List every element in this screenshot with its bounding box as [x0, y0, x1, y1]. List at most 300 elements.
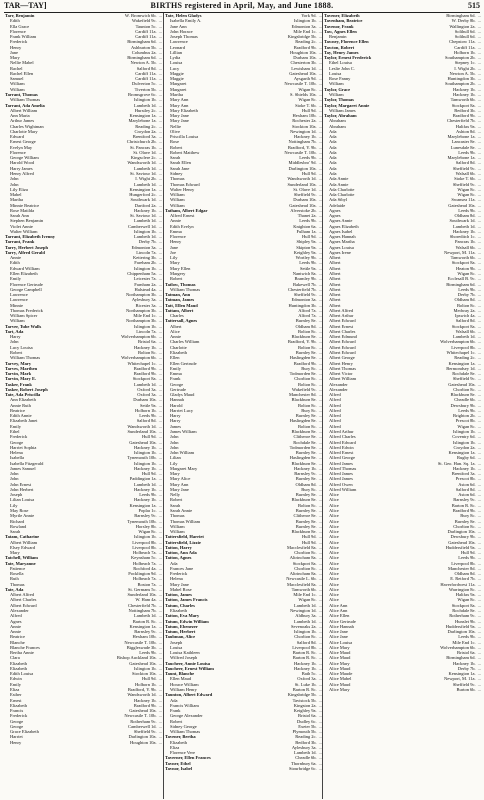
- entry-district: Islington: [133, 460, 150, 466]
- entry-name: Taubman, Alice: [165, 634, 196, 640]
- entry-volume: 8b.: [311, 644, 317, 650]
- entry-district: Rochester: [292, 118, 311, 124]
- entry-volume: 8d.: [470, 128, 476, 134]
- entry-district: Chorlton: [294, 565, 311, 571]
- entry-volume: 1d.: [151, 213, 157, 219]
- entry-volume: 6a.: [151, 339, 157, 345]
- entry-name: Tarrant, Ada Amelia: [5, 102, 45, 108]
- entry-volume: 7b.: [151, 239, 157, 245]
- entry-district: Alford: [298, 307, 311, 313]
- entry-name: Clara: [10, 655, 20, 661]
- entry-name: Rose Fanny: [329, 76, 351, 82]
- entry-volume: 9a.: [311, 239, 317, 245]
- entry-page: ...: [477, 123, 481, 129]
- entry-district: Kettering: [133, 255, 150, 261]
- entry-district: Hull: [301, 539, 310, 545]
- entry-name: Henry: [10, 739, 22, 745]
- entry-district: Prescot: [455, 418, 469, 424]
- entry-district: Todmorden: [289, 371, 311, 377]
- entry-volume: 5b.: [311, 729, 317, 735]
- entry-volume: 9d.: [311, 234, 317, 240]
- entry-district: Exeter: [298, 723, 310, 729]
- entry-name: Lydia: [170, 55, 181, 61]
- entry-district: Bicester: [135, 302, 151, 308]
- entry-volume: 4a.: [151, 286, 157, 292]
- entry-district: Bolton: [297, 502, 311, 508]
- entry-page: ...: [318, 102, 322, 108]
- entry-name: Alice Ann: [329, 602, 348, 608]
- entry-volume: 2a.: [311, 118, 317, 124]
- entry-district: Hull: [301, 534, 310, 540]
- entry-volume: 7b.: [151, 608, 157, 614]
- entry-district: Holborn: [135, 681, 150, 687]
- entry-district: Derby: [457, 292, 469, 298]
- entry-district: Hull: [301, 170, 310, 176]
- entry-district: Dewsbury: [450, 402, 469, 408]
- entry-name: George Campbell: [10, 286, 42, 292]
- entry-volume: 1d.: [151, 423, 157, 429]
- entry-volume: 9c.: [470, 681, 476, 687]
- entry-district: Solihull: [454, 34, 469, 40]
- entry-name: Benjamin: [329, 34, 347, 40]
- entry-district: Blackburn: [450, 392, 470, 398]
- entry-name: Ann Maria: [10, 113, 30, 119]
- entry-volume: 1a.: [470, 460, 476, 466]
- entry-volume: 10a.: [149, 428, 157, 434]
- entry-page: ...: [318, 629, 322, 635]
- entry-district: Todmorden: [289, 444, 311, 450]
- entry-name: Frederick: [10, 713, 28, 719]
- entry-page: ...: [158, 434, 162, 440]
- entry-district: Holborn: [454, 49, 469, 55]
- page-number: 515: [468, 1, 480, 10]
- entry-page: ...: [318, 192, 322, 198]
- entry-name: Sarah Ellen: [170, 160, 191, 166]
- entry-name: Alfred Thomas: [329, 465, 357, 471]
- entry-volume: 5c.: [151, 81, 157, 87]
- entry-volume: 8e.: [311, 397, 317, 403]
- entry-district: Chorlton: [453, 523, 470, 529]
- entry-district: Cardiff: [135, 70, 149, 76]
- entry-page: ...: [477, 81, 481, 87]
- entry-page: ...: [158, 618, 162, 624]
- entry-page: ...: [318, 281, 322, 287]
- entry-district: Bury: [460, 513, 470, 519]
- entry-name: Albert Victor: [329, 371, 353, 377]
- entry-name: Albert William: [329, 376, 357, 382]
- entry-volume: 2a.: [151, 49, 157, 55]
- entry-page: ...: [477, 234, 481, 240]
- entry-volume: 8c.: [470, 502, 476, 508]
- entry-name: Tavnor, Isabel: [165, 765, 193, 771]
- entry-district: Rotherham: [449, 613, 470, 619]
- entry-district: Oxford: [137, 392, 151, 398]
- entry-district: Halstead: [134, 286, 151, 292]
- entry-district: Ashburton: [131, 44, 150, 50]
- entry-district: Bedford: [295, 739, 310, 745]
- entry-page: ...: [318, 318, 322, 324]
- entry-district: Newcastle L.: [286, 576, 310, 582]
- entry-page: ...: [477, 529, 481, 535]
- entry-volume: 5b.: [151, 60, 157, 66]
- entry-volume: 3a.: [151, 386, 157, 392]
- entry-volume: 8a.: [311, 555, 317, 561]
- entry-district: Hackney: [134, 497, 150, 503]
- entry-district: Edmonton: [291, 23, 311, 29]
- entry-page: ...: [318, 49, 322, 55]
- entry-name: William: [170, 192, 185, 198]
- entry-district: Cheadle: [454, 397, 469, 403]
- entry-volume: 8c.: [311, 565, 317, 571]
- entry-page: ...: [318, 476, 322, 482]
- entry-name: Ada: [329, 128, 337, 134]
- entry-district: Marylebone: [447, 134, 470, 140]
- entry-district: Northampton: [126, 318, 150, 324]
- entry-name: Henry: [10, 44, 22, 50]
- entry-district: Sheffield: [133, 729, 151, 735]
- entry-volume: 1a.: [470, 155, 476, 161]
- entry-district: Reading: [135, 123, 151, 129]
- entry-page: ...: [318, 339, 322, 345]
- entry-page: ...: [318, 276, 322, 282]
- entry-volume: 8c.: [311, 376, 317, 382]
- entry-page: ...: [158, 70, 162, 76]
- entry-name: Taylor, Abraham: [324, 113, 357, 119]
- entry-page: ...: [318, 708, 322, 714]
- entry-district: Whitechapel: [127, 360, 151, 366]
- entry-name: Thomas William: [170, 518, 201, 524]
- entry-name: Tatum, Herbert: [165, 629, 196, 635]
- entry-district: Barton R.: [292, 650, 311, 656]
- entry-name: John Ernest: [10, 481, 32, 487]
- entry-district: Lambeth: [134, 381, 150, 387]
- entry-volume: 1a.: [151, 623, 157, 629]
- entry-page: ...: [477, 34, 481, 40]
- entry-page: ...: [158, 186, 162, 192]
- entry-district: St. Germans: [128, 586, 151, 592]
- entry-volume: 8c.: [311, 86, 317, 92]
- entry-name: Tattersfield, Harriet: [165, 534, 204, 540]
- entry-page: ...: [318, 134, 322, 140]
- entry-page: ...: [158, 381, 162, 387]
- entry-district: E. Retford: [450, 576, 469, 582]
- entry-name: Alfred: [329, 392, 341, 398]
- entry-name: Alice Louisa: [329, 639, 353, 645]
- entry-name: Wilfred Joseph: [170, 655, 198, 661]
- entry-name: Ada Sibyl: [329, 197, 348, 203]
- entry-volume: 6d.: [151, 55, 157, 61]
- entry-volume: 8a.: [470, 602, 476, 608]
- entry-page: ...: [158, 597, 162, 603]
- entry-page: ...: [318, 560, 322, 566]
- entry-volume: 1b.: [151, 207, 157, 213]
- entry-volume: 2c.: [151, 123, 157, 129]
- entry-page: ...: [158, 97, 162, 103]
- entry-district: Hexham: [132, 634, 148, 640]
- entry-volume: 3a.: [311, 676, 317, 682]
- entry-page: ...: [158, 181, 162, 187]
- index-entry: [4, 740, 162, 745]
- entry-district: Oldham: [295, 323, 310, 329]
- entry-page: ...: [318, 55, 322, 61]
- entry-page: ...: [477, 571, 481, 577]
- entry-district: Gateshead: [448, 539, 467, 545]
- entry-page: ...: [477, 249, 481, 255]
- entry-district: Huddersfield: [445, 623, 470, 629]
- entry-district: Boston: [137, 581, 151, 587]
- entry-page: ...: [158, 165, 162, 171]
- entry-volume: 5c.: [151, 555, 157, 561]
- entry-volume: 6d.: [470, 13, 476, 18]
- entry-volume: 1d.: [151, 197, 157, 203]
- entry-volume: 8e.: [311, 507, 317, 513]
- entry-volume: 9a.: [470, 123, 476, 129]
- entry-volume: 8c.: [311, 634, 317, 640]
- entry-district: Bolton: [297, 344, 311, 350]
- entry-volume: 8d.: [470, 565, 476, 571]
- entry-district: Clitheroe: [293, 513, 311, 519]
- entry-district: Bolton: [297, 402, 311, 408]
- entry-page: ...: [477, 365, 481, 371]
- entry-page: ...: [318, 718, 322, 724]
- entry-page: ...: [318, 750, 322, 756]
- entry-name: Harriet Sophia: [10, 444, 37, 450]
- entry-district: Salford: [455, 160, 469, 166]
- entry-district: Mile End: [133, 313, 151, 319]
- entry-page: ...: [318, 665, 322, 671]
- entry-page: ...: [477, 565, 481, 571]
- entry-volume: 1a.: [470, 134, 476, 140]
- entry-page: ...: [158, 139, 162, 145]
- entry-volume: 2a.: [151, 202, 157, 208]
- entry-name: Alfred James: [329, 460, 353, 466]
- entry-volume: 8b.: [470, 344, 476, 350]
- entry-name: Alfred James: [329, 476, 353, 482]
- entry-district: Durham: [293, 197, 308, 203]
- entry-volume: 10a.: [149, 439, 157, 445]
- entry-district: Thornbury: [291, 760, 311, 766]
- entry-district: Kingsbridge: [287, 34, 310, 40]
- entry-page: ...: [158, 644, 162, 650]
- entry-name: John: [170, 434, 179, 440]
- entry-page: ...: [318, 39, 322, 45]
- entry-page: ...: [158, 60, 162, 66]
- entry-page: ...: [318, 371, 322, 377]
- entry-name: Edith Louisa: [10, 671, 34, 677]
- entry-name: Thomas Frederick: [10, 307, 43, 313]
- entry-district: Durham: [293, 55, 308, 61]
- entry-page: ...: [158, 634, 162, 640]
- entry-name: Henry Alfred: [10, 170, 34, 176]
- entry-district: Prescot: [455, 476, 469, 482]
- entry-volume: 8e.: [470, 518, 476, 524]
- entry-name: Blanche: [10, 639, 25, 645]
- entry-name: Gertrude: [170, 386, 186, 392]
- entry-page: ...: [318, 660, 322, 666]
- entry-page: ...: [158, 55, 162, 61]
- entry-page: ...: [477, 428, 481, 434]
- entry-district: Lewisham: [291, 65, 310, 71]
- entry-page: ...: [318, 302, 322, 308]
- entry-name: Alice Maud: [329, 655, 351, 661]
- entry-volume: 10a.: [149, 734, 157, 740]
- entry-page: ...: [318, 249, 322, 255]
- entry-name: Albert Edmund: [329, 334, 357, 340]
- entry-page: ...: [318, 297, 322, 303]
- entry-district: Houghton: [130, 739, 148, 745]
- entry-name: Emily: [10, 681, 21, 687]
- entry-page: ...: [477, 39, 481, 45]
- entry-page: ...: [477, 418, 481, 424]
- entry-name: Alice: [329, 565, 339, 571]
- entry-volume: 1b.: [470, 439, 476, 445]
- entry-volume: 6b.: [470, 687, 476, 692]
- entry-page: ...: [158, 687, 162, 692]
- entry-volume: 10b.: [308, 149, 317, 155]
- entry-name: Lily: [170, 255, 178, 261]
- entry-district: Birmingham: [446, 13, 469, 18]
- entry-district: Aysgarth: [293, 76, 310, 82]
- entry-district: Chesterfield: [288, 286, 310, 292]
- entry-volume: 5c.: [151, 586, 157, 592]
- entry-volume: 9b.: [470, 286, 476, 292]
- entry-page: ...: [158, 355, 162, 361]
- entry-name: Violet Annie: [10, 223, 33, 229]
- entry-volume: 1a.: [470, 671, 476, 677]
- entry-name: Mabel: [10, 192, 22, 198]
- entry-name: Ann Elizabeth: [10, 397, 36, 403]
- entry-district: St. Saviour: [129, 213, 150, 219]
- entry-name: Taylor, Margaret Annie: [324, 102, 370, 108]
- entry-district: W. Bromwich: [124, 13, 150, 18]
- entry-district: Sheffield: [452, 376, 470, 382]
- entry-page: ...: [318, 76, 322, 82]
- entry-page: ...: [318, 228, 322, 234]
- entry-volume: 2c.: [151, 107, 157, 113]
- entry-volume: 8e.: [470, 144, 476, 150]
- entry-page: ...: [477, 134, 481, 140]
- entry-page: ...: [477, 55, 481, 61]
- entry-name: Lucy Louisa: [10, 344, 33, 350]
- entry-name: Louisa: [170, 644, 183, 650]
- entry-district: Halifax: [455, 123, 470, 129]
- entry-volume: 8a.: [470, 323, 476, 329]
- entry-page: ...: [477, 286, 481, 292]
- entry-volume: 9c.: [470, 613, 476, 619]
- entry-page: ...: [477, 665, 481, 671]
- entry-page: ...: [477, 207, 481, 213]
- entry-district: Dudley: [297, 718, 311, 724]
- entry-name: Lawrence: [10, 292, 28, 298]
- entry-name: Agnes Isabel: [329, 228, 353, 234]
- entry-page: ...: [477, 650, 481, 656]
- entry-district: Macclesfield: [287, 581, 311, 587]
- entry-volume: 9b.: [311, 255, 317, 261]
- entry-volume: 8c.: [470, 186, 476, 192]
- entry-district: Islington: [293, 18, 310, 24]
- entry-page: ...: [318, 760, 322, 766]
- entry-name: Alice Gertrude: [329, 618, 356, 624]
- entry-volume: 9c.: [470, 497, 476, 503]
- entry-district: Leeds: [458, 555, 469, 561]
- entry-page: ...: [477, 170, 481, 176]
- entry-page: ...: [318, 334, 322, 340]
- entry-district: Hackney: [134, 465, 150, 471]
- entry-volume: 9b.: [151, 413, 157, 419]
- entry-page: ...: [477, 350, 481, 355]
- entry-page: ...: [158, 576, 162, 582]
- entry-name: Harriet: [10, 734, 23, 740]
- entry-district: Birmingham: [127, 55, 150, 61]
- entry-district: Blackburn: [291, 397, 311, 403]
- entry-district: Huntingdon: [447, 76, 469, 82]
- entry-page: ...: [477, 550, 481, 556]
- entry-volume: 2a.: [470, 444, 476, 450]
- entry-page: ...: [158, 65, 162, 71]
- entry-volume: 8c.: [151, 618, 157, 624]
- entry-page: ...: [477, 307, 481, 313]
- entry-volume: 1b.: [470, 660, 476, 666]
- entry-name: Albert: [329, 302, 341, 308]
- entry-volume: 8c.: [470, 386, 476, 392]
- entry-page: ...: [318, 576, 322, 582]
- entry-district: Burton: [456, 687, 469, 692]
- entry-district: W. Derby: [451, 18, 469, 24]
- entry-page: ...: [477, 518, 481, 524]
- entry-name: Thomas: [170, 513, 185, 519]
- entry-name: Tavenor, Frank: [324, 23, 354, 29]
- entry-name: Ada: [329, 144, 337, 150]
- entry-district: Warrington: [448, 586, 470, 592]
- entry-volume: 11a.: [149, 28, 157, 34]
- entry-volume: 6d.: [470, 28, 476, 34]
- entry-district: Rochdale: [452, 371, 470, 377]
- entry-district: Southampton: [444, 81, 469, 87]
- entry-district: Bolton: [456, 302, 470, 308]
- entry-name: Olive: [170, 128, 180, 134]
- entry-page: ...: [477, 255, 481, 261]
- entry-volume: 4a.: [151, 565, 157, 571]
- entry-name: Frank: [170, 708, 181, 714]
- entry-volume: 10b.: [308, 81, 317, 87]
- entry-page: ...: [158, 34, 162, 40]
- entry-name: Alice Mabel: [329, 676, 352, 682]
- entry-page: ...: [477, 502, 481, 508]
- index-column-1: [4, 13, 162, 799]
- entry-volume: 9b.: [470, 634, 476, 640]
- entry-page: ...: [477, 544, 481, 550]
- entry-volume: 9d.: [151, 434, 157, 440]
- entry-district: Lambeth: [134, 481, 150, 487]
- entry-district: Houghton: [290, 49, 308, 55]
- entry-district: Hull: [141, 434, 150, 440]
- entry-page: ...: [477, 323, 481, 329]
- entry-district: Lambeth: [294, 750, 310, 756]
- entry-name: Nellie: [170, 123, 181, 129]
- entry-page: ...: [158, 518, 162, 524]
- entry-name: Elizabeth: [10, 702, 27, 708]
- entry-page: ...: [158, 49, 162, 55]
- entry-name: George: [170, 381, 184, 387]
- entry-name: Mary Ann: [170, 481, 189, 487]
- entry-district: Dulverton: [132, 81, 151, 87]
- entry-page: ...: [318, 434, 322, 440]
- entry-volume: 1b.: [470, 239, 476, 245]
- entry-volume: 9b.: [470, 149, 476, 155]
- entry-page: ...: [477, 160, 481, 166]
- entry-page: ...: [477, 176, 481, 182]
- entry-district: Lambeth: [134, 234, 150, 240]
